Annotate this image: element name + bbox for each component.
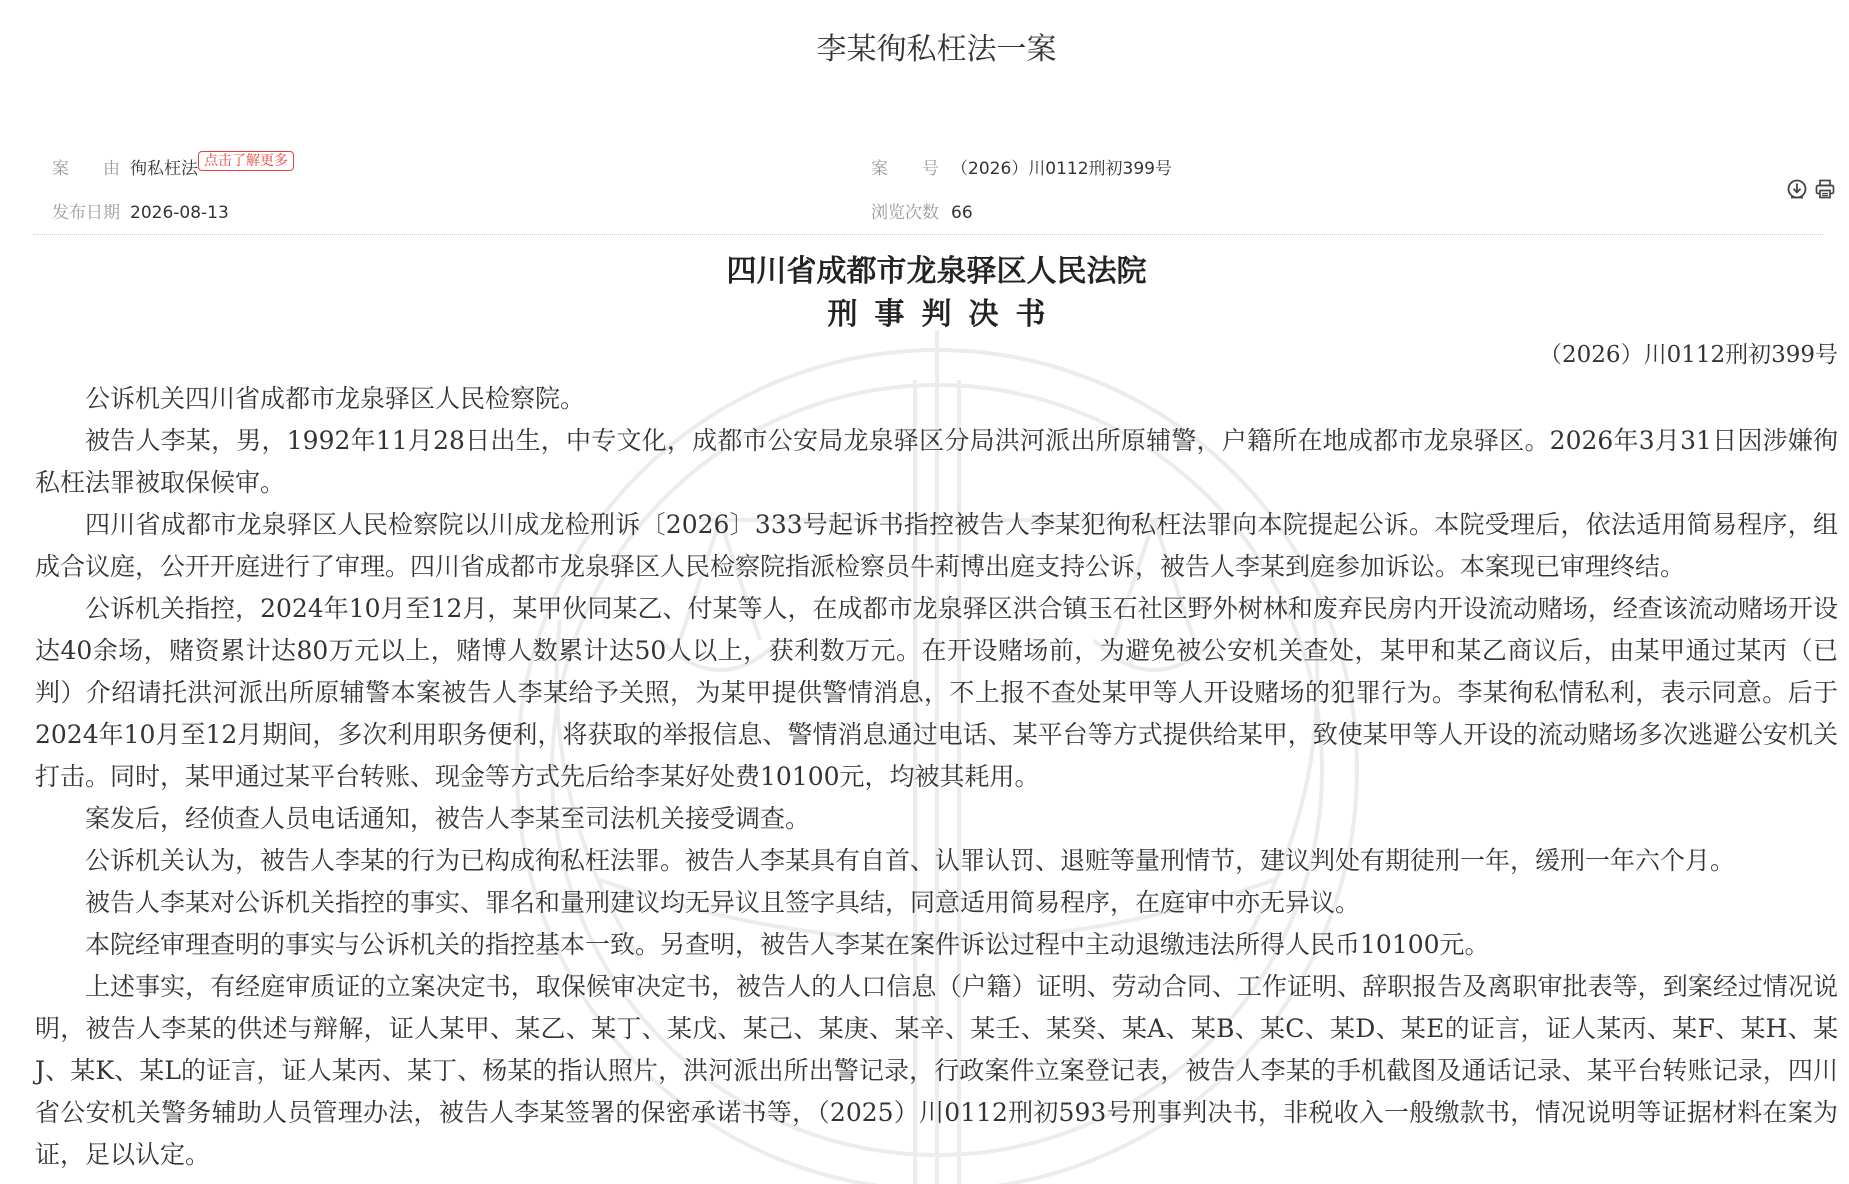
judgment-paragraph: 本院经审理查明的事实与公诉机关的指控基本一致。另查明，被告人李某在案件诉讼过程中主动退缴违法所得人民币10100元。 [85,930,1490,959]
page-title: 李某徇私枉法一案 [816,32,1057,67]
document-type: 刑事判决书 [827,297,1063,332]
judgment-paragraph: 公诉机关认为，被告人李某的行为已构成徇私枉法罪。被告人李某具有自首、认罪认罚、退赃等量刑情节，建议判处有期徒刑一年，缓刑一年六个月。 [85,846,1736,875]
judgment-paragraph: 案发后，经侦查人员电话通知，被告人李某至司法机关接受调查。 [85,804,811,833]
meta-divider [33,234,1823,235]
publish-date-value: 2026-08-13 [130,203,229,223]
view-count-field [871,201,973,225]
judgment-paragraph: 被告人李某对公诉机关指控的事实、罪名和量刑建议均无异议且签字具结，同意适用简易程序，在庭审中亦无异议。 [85,888,1361,917]
judgment-paragraph: 被告人李某，男，1992年11月28日出生，中专文化，成都市公安局龙泉驿区分局洪河派出所原辅警，户籍所在地成都市龙泉驿区。2026年3月31日因涉嫌徇私枉法罪被取保候审。 [35,426,1838,497]
download-icon[interactable] [1786,178,1808,200]
judgment-paragraph: 上述事实，有经庭审质证的立案决定书，取保候审决定书，被告人的人口信息（户籍）证明、劳动合同、工作证明、辞职报告及离职审批表等，到案经过情况说明，被告人李某的供述与辩解，证人某甲、某乙、某丁、某戊、某己、某庚、某辛、某壬、某癸、某A、某B、某C、某D、某E的证言，证人某丙、某F、某H、某J、某K、某L的证言，证人某丙、某丁、杨某的指认照片，洪河派出所出警记录，行政案件立案登记表，被告人李某的手机截图及通话记录、某平台转账记录，四川省公安机关警务辅助人员管理办法，被告人李某签署的保密承诺书等，（2025）川0112刑初593号刑事判决书，非税收入一般缴款书，情况说明等证据材料在案为证，足以认定。 [35,972,1838,1169]
print-icon[interactable] [1814,178,1836,200]
case-number-value: （2026）川0112刑初399号 [951,159,1172,179]
cause-value: 徇私枉法 [130,159,198,179]
judgment-paragraph: 四川省成都市龙泉驿区人民检察院以川成龙检刑诉〔2026〕333号起诉书指控被告人李某犯徇私枉法罪向本院提起公诉。本院受理后，依法适用简易程序，组成合议庭，公开开庭进行了审理。四川省成都市龙泉驿区人民检察院指派检察员牛莉博出庭支持公诉，被告人李某到庭参加诉讼。本案现已审理终结。 [35,510,1838,581]
case-number-label: 案 号 [871,159,939,179]
judgment-paragraph: 公诉机关指控，2024年10月至12月，某甲伙同某乙、付某等人，在成都市龙泉驿区洪合镇玉石社区野外树林和废弃民房内开设流动赌场，经查该流动赌场开设达40余场，赌资累计达80万元以上，赌博人数累计达50人以上，获利数万元。在开设赌场前，为避免被公安机关查处，某甲和某乙商议后，由某甲通过某丙（已判）介绍请托洪河派出所原辅警本案被告人李某给予关照，为某甲提供警情消息，不上报不查处某甲等人开设赌场的犯罪行为。李某徇私情私利，表示同意。后于2024年10月至12月期间，多次利用职务便利，将获取的举报信息、警情消息通过电话、某平台等方式提供给某甲，致使某甲等人开设的流动赌场多次逃避公安机关打击。同时，某甲通过某平台转账、现金等方式先后给李某好处费10100元，均被其耗用。 [35,594,1838,791]
document-case-number: （2026）川0112刑初399号 [1539,342,1838,368]
view-count-label: 浏览次数 [871,203,939,223]
publish-date-label: 发布日期 [52,203,120,223]
cause-field [52,157,198,181]
view-count-value: 66 [951,203,973,223]
judgment-body [35,378,1838,1176]
court-name: 四川省成都市龙泉驿区人民法院 [726,254,1147,289]
cause-label: 案 由 [52,159,120,179]
learn-more-tag[interactable]: 点击了解更多 [198,151,294,171]
publish-date-field [52,201,229,225]
judgment-paragraph: 公诉机关四川省成都市龙泉驿区人民检察院。 [85,384,586,413]
case-number-field [871,157,1172,181]
